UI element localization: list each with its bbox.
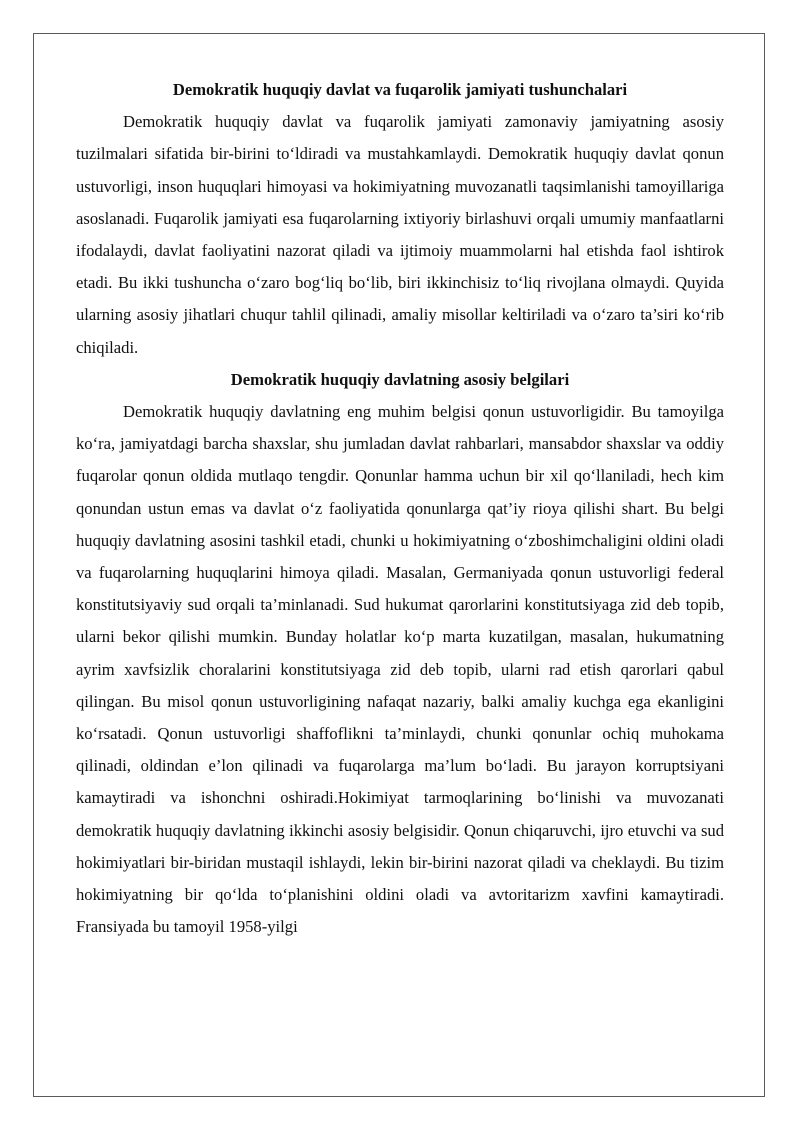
- section-heading: Demokratik huquqiy davlatning asosiy belgilari: [230, 369, 570, 389]
- intro-paragraph: Demokratik huquqiy davlat va fuqarolik jamiyati zamonaviy jamiyatning asosiy tuzilmalari sifatida bir-birini to‘ldiradi va mustahkamlaydi. Demokratik huquqiy davlat qonun ustuvorligi, inson huquqlari himoyasi va hokimiyatning muvozanatli taqsimlanishi tamoyillariga asoslanadi. Fuqarolik jamiyati esa fuqarolarning ixtiyoriy birlashuvi orqali umumiy manfaatlarni ifodalaydi, davlat faoliyatini nazorat qiladi va ijtimoiy muammolarni hal etishda faol ishtirok etadi. Bu ikki tushuncha o‘zaro bog‘liq bo‘lib, biri ikkinchisiz to‘liq rivojlana olmaydi. Quyida ularning asosiy jihatlari chuqur tahlil qilinadi, amaliy misollar keltiriladi va o‘zaro ta’siri ko‘rib chiqiladi.: [76, 112, 724, 357]
- section-paragraph: Demokratik huquqiy davlatning eng muhim belgisi qonun ustuvorligidir. Bu tamoyilga ko‘ra, jamiyatdagi barcha shaxslar, shu jumladan davlat rahbarlari, mansabdor shaxslar va oddiy fuqarolar qonun oldida mutlaqo tengdir. Qonunlar hamma uchun bir xil qo‘llaniladi, hech kim qonundan ustun emas va davlat o‘z faoliyatida qonunlarga qat’iy rioya qilishi shart. Bu belgi huquqiy davlatning asosini tashkil etadi, chunki u hokimiyatning o‘zboshimchaligini oldini oladi va fuqarolarning huquqlarini himoya qiladi. Masalan, Germaniyada qonun ustuvorligi federal konstitutsiyaviy sud orqali ta’minlanadi. Sud hukumat qarorlarini konstitutsiyaga zid deb topib, ularni bekor qilishi mumkin. Bunday holatlar ko‘p marta kuzatilgan, masalan, hukumatning ayrim xavfsizlik choralarini konstitutsiyaga zid deb topib, ularni rad etish qarorlari qabul qilingan. Bu misol qonun ustuvorligining nafaqat nazariy, balki amaliy kuchga ega ekanligini ko‘rsatadi. Qonun ustuvorligi shaffoflikni ta’minlaydi, chunki qonunlar ochiq muhokama qilinadi, oldindan e’lon qilinadi va fuqarolarga ma’lum bo‘ladi. Bu jarayon korruptsiyani kamaytiradi va ishonchni oshiradi.Hokimiyat tarmoqlarining bo‘linishi va muvozanati demokratik huquqiy davlatning ikkinchi asosiy belgisidir. Qonun chiqaruvchi, ijro etuvchi va sud hokimiyatlari bir-biridan mustaqil ishlaydi, lekin bir-birini nazorat qiladi va cheklaydi. Bu tizim hokimiyatning bir qo‘lda to‘planishini oldini oladi va avtoritarizm xavfini kamaytiradi. Fransiyada bu tamoyil 1958-yilgi: [76, 402, 724, 937]
- document-body: [76, 74, 724, 943]
- document-title: Demokratik huquqiy davlat va fuqarolik jamiyati tushunchalari: [172, 80, 628, 99]
